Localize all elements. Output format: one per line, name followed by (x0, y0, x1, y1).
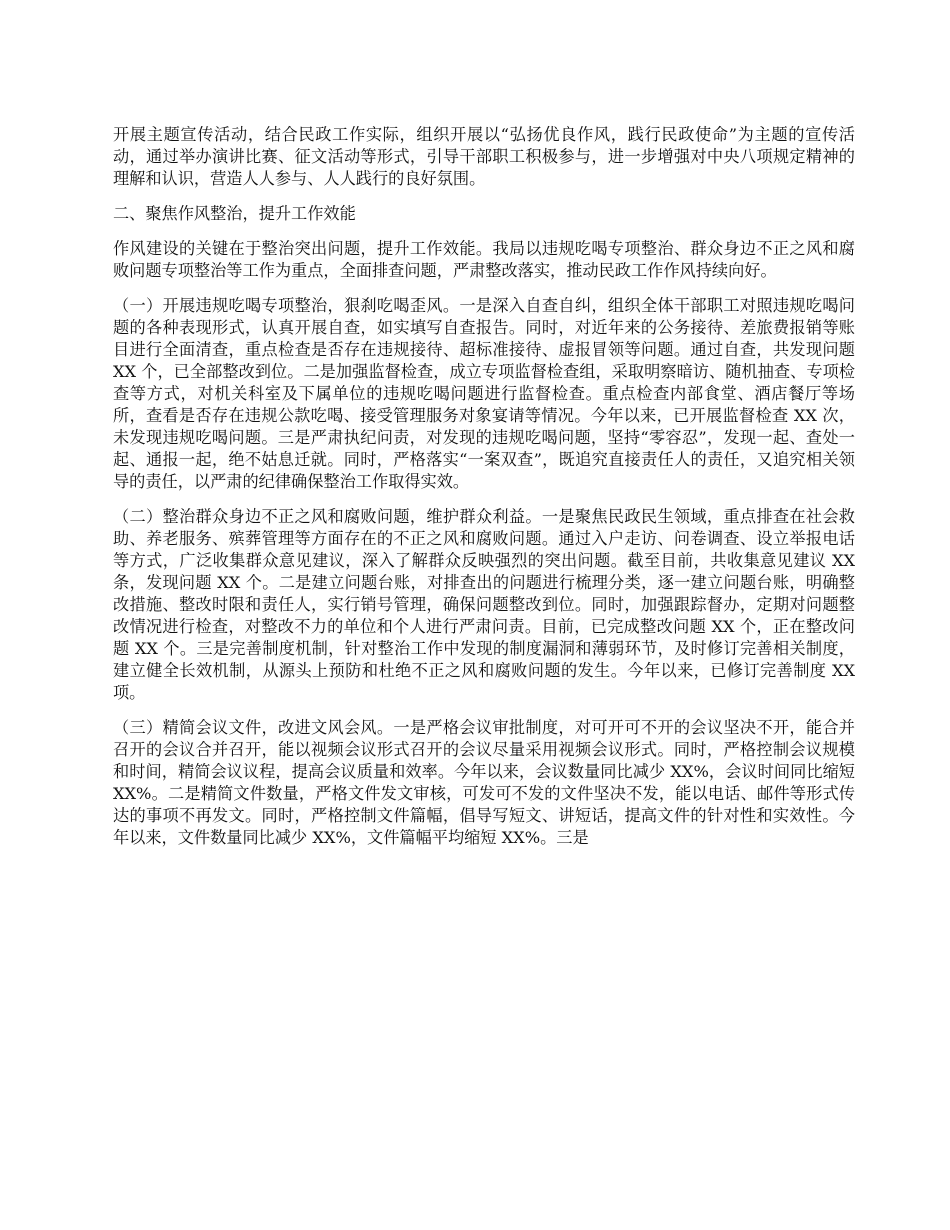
paragraph-publicity: 开展主题宣传活动，结合民政工作实际，组织开展以“弘扬优良作风，践行民政使命”为主题的宣传活动，通过举办演讲比赛、征文活动等形式，引导干部职工积极参与，进一步增强对中央八项规定精神的理解和认识，营造人人参与、人人践行的良好氛围。 (113, 125, 855, 188)
section-heading-2: 二、聚焦作风整治，提升工作效能 (113, 204, 356, 223)
paragraph-subsection-3: （三）精简会议文件，改进文风会风。一是严格会议审批制度，对可开可不开的会议坚决不开，能合并召开的会议合并召开，能以视频会议形式召开的会议尽量采用视频会议形式。同时，严格控制会议规模和时间，精简会议议程，提高会议质量和效率。今年以来，会议数量同比减少 XX%，会议时间同比缩短 XX%。二是精简文件数量，严格文件发文审核，可发可不发的文件坚决不发，能以电话、邮件等形式传达的事项不再发文。同时，严格控制文件篇幅，倡导写短文、讲短话，提高文件的针对性和实效性。今年以来，文件数量同比减少 XX%，文件篇幅平均缩短 XX%。三是 (113, 718, 855, 847)
paragraph-subsection-1: （一）开展违规吃喝专项整治，狠刹吃喝歪风。一是深入自查自纠，组织全体干部职工对照违规吃喝问题的各种表现形式，认真开展自查，如实填写自查报告。同时，对近年来的公务接待、差旅费报销等账目进行全面清查，重点检查是否存在违规接待、超标准接待、虚报冒领等问题。通过自查，共发现问题 XX 个，已全部整改到位。二是加强监督检查，成立专项监督检查组，采取明察暗访、随机抽查、专项检查等方式，对机关科室及下属单位的违规吃喝问题进行监督检查。重点检查内部食堂、酒店餐厅等场所，查看是否存在违规公款吃喝、接受管理服务对象宴请等情况。今年以来，已开展监督检查 XX 次，未发现违规吃喝问题。三是严肃执纪问责，对发现的违规吃喝问题，坚持“零容忍”，发现一起、查处一起、通报一起，绝不姑息迁就。同时，严格落实“一案双查”，既追究直接责任人的责任，又追究相关领导的责任，以严肃的纪律确保整治工作取得实效。 (113, 296, 855, 491)
paragraph-subsection-2: （二）整治群众身边不正之风和腐败问题，维护群众利益。一是聚焦民政民生领域，重点排查在社会救助、养老服务、殡葬管理等方面存在的不正之风和腐败问题。通过入户走访、问卷调查、设立举报电话等方式，广泛收集群众意见建议，深入了解群众反映强烈的突出问题。截至目前，共收集意见建议 XX 条，发现问题 XX 个。二是建立问题台账，对排查出的问题进行梳理分类，逐一建立问题台账，明确整改措施、整改时限和责任人，实行销号管理，确保问题整改到位。同时，加强跟踪督办，定期对问题整改情况进行检查，对整改不力的单位和个人进行严肃问责。目前，已完成整改问题 XX 个，正在整改问题 XX 个。三是完善制度机制，针对整治工作中发现的制度漏洞和薄弱环节，及时修订完善相关制度，建立健全长效机制，从源头上预防和杜绝不正之风和腐败问题的发生。今年以来，已修订完善制度 XX 项。 (113, 507, 855, 702)
document-body (113, 124, 855, 862)
paragraph-section-2-intro: 作风建设的关键在于整治突出问题，提升工作效能。我局以违规吃喝专项整治、群众身边不正之风和腐败问题专项整治等工作为重点，全面排查问题，严肃整改落实，推动民政工作作风持续向好。 (113, 239, 855, 280)
